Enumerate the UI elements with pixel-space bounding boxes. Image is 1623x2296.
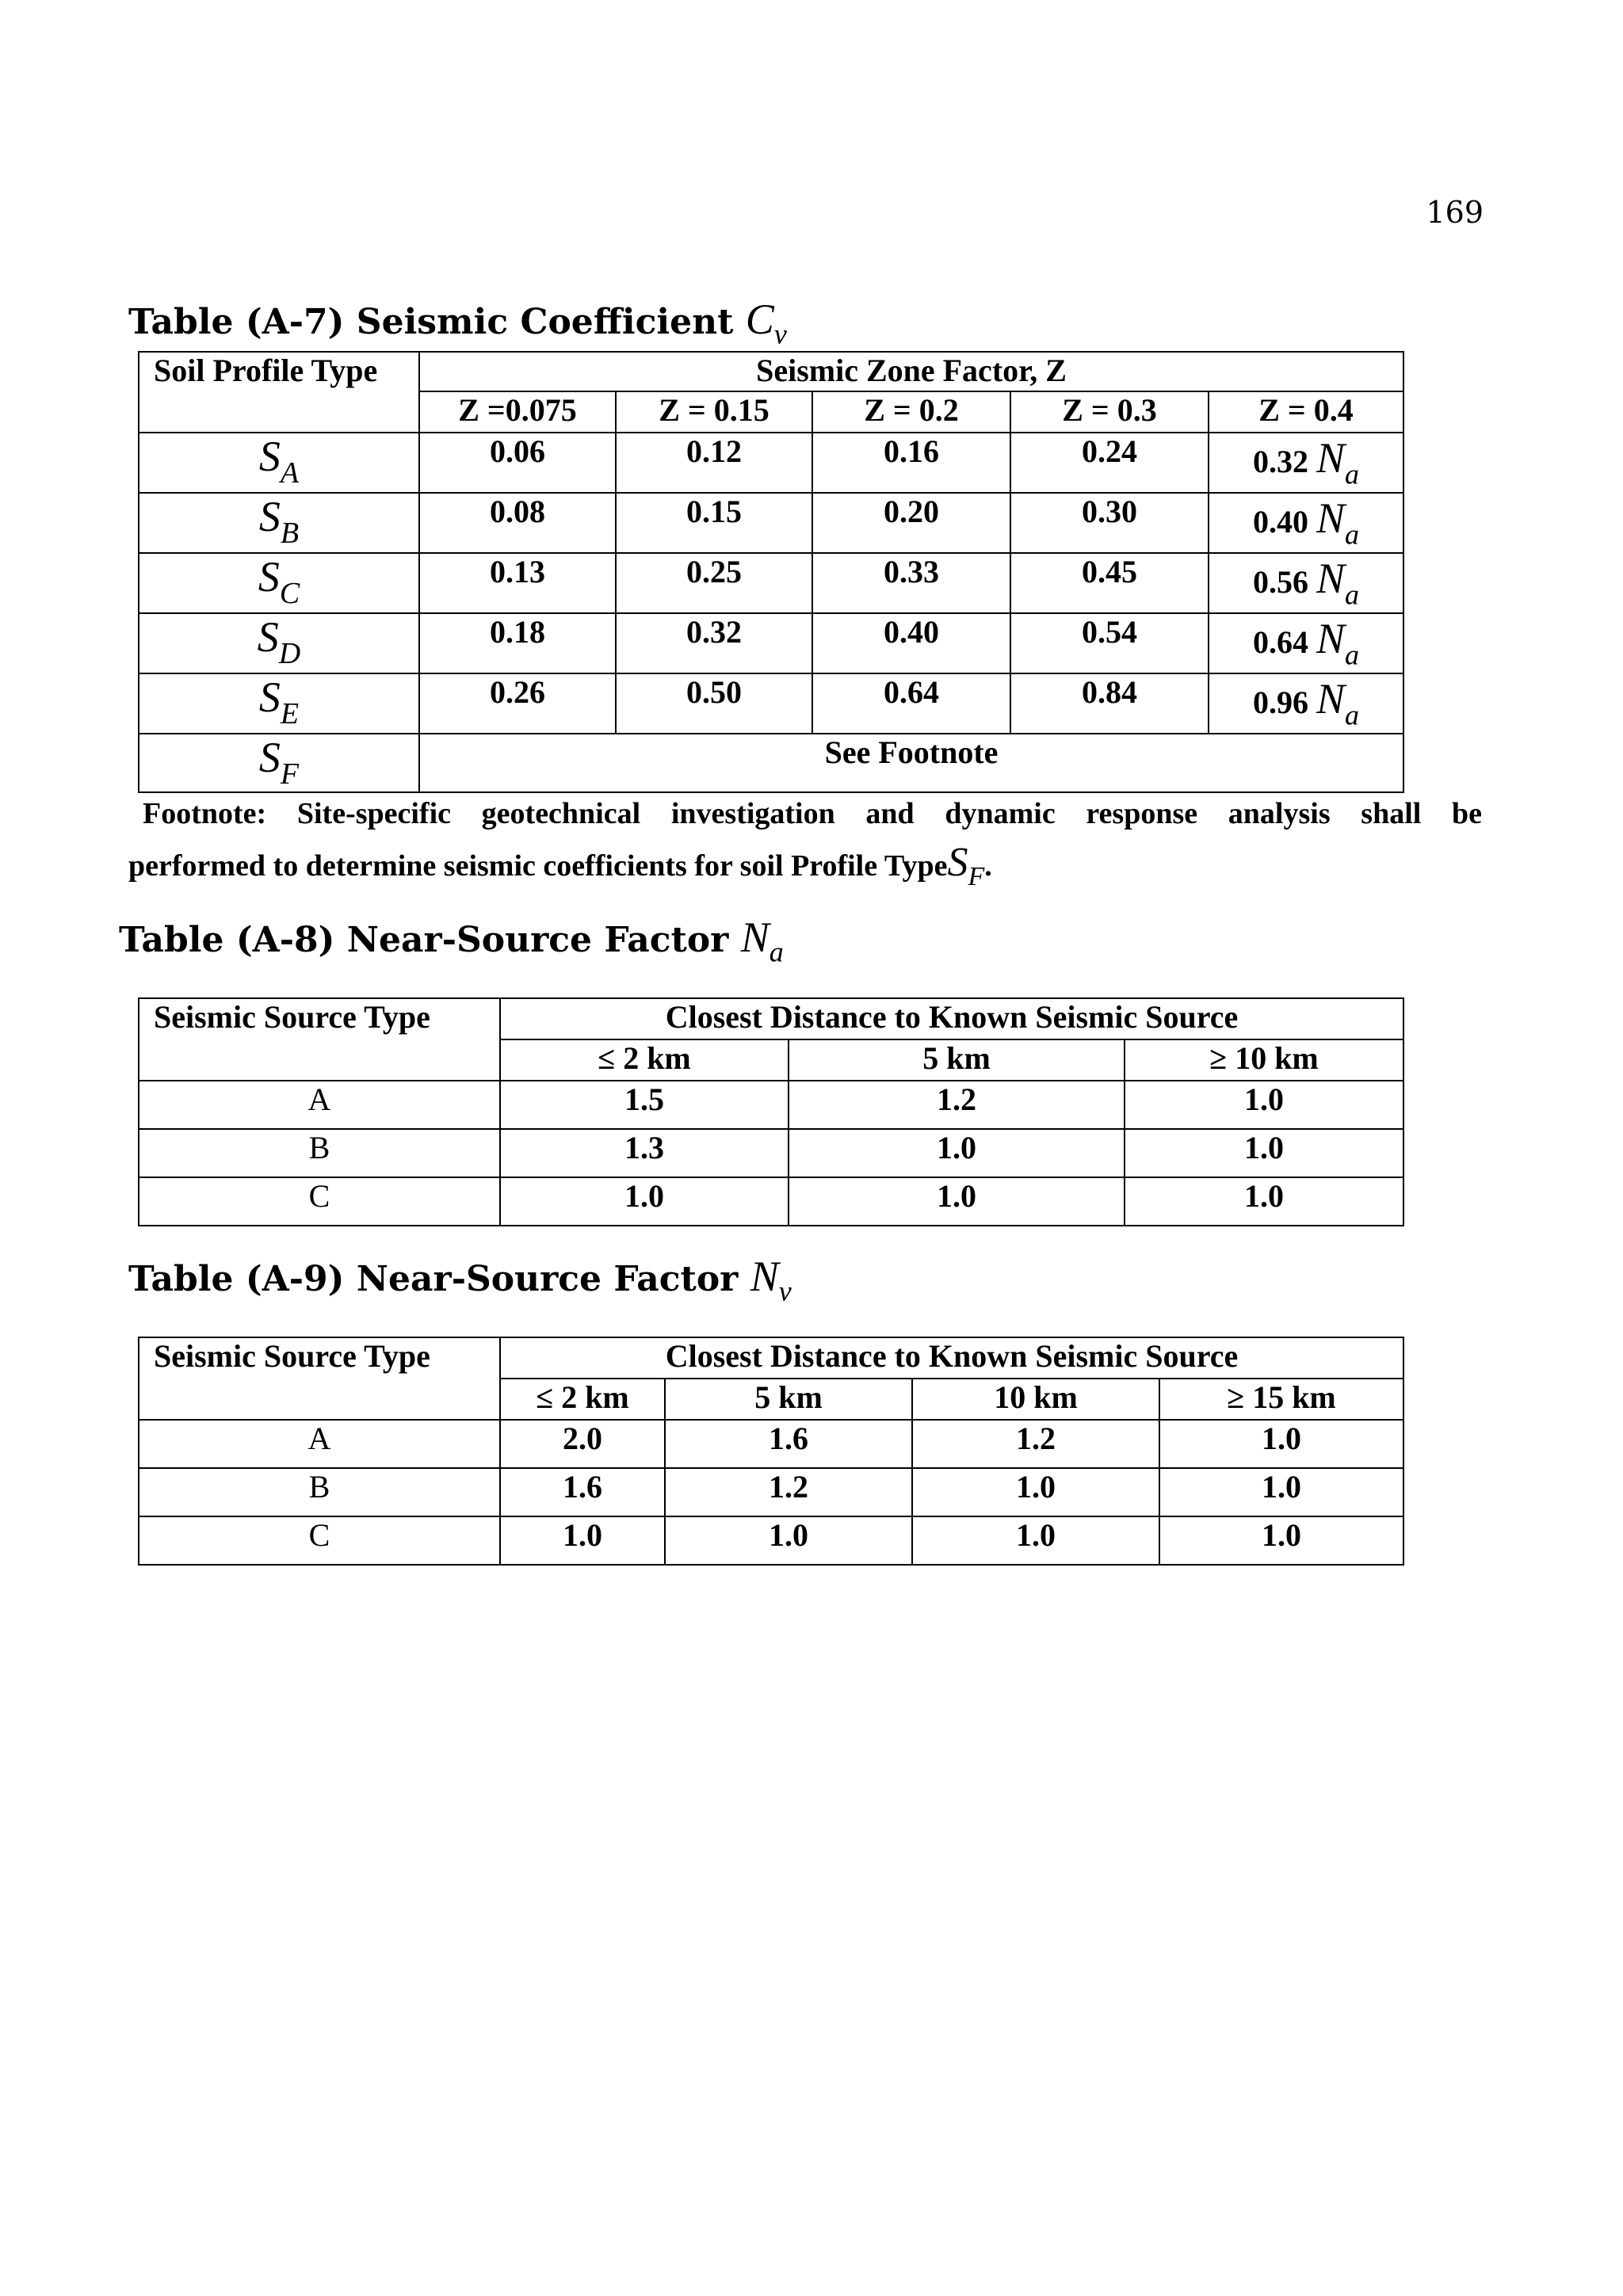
table-cell: 0.08 [419, 493, 616, 553]
table-cell: 0.18 [419, 613, 616, 673]
z-header: Z = 0.15 [616, 391, 812, 433]
col-header-seismic-source-type: Seismic Source Type [139, 998, 500, 1081]
table-cell: 1.0 [1125, 1177, 1403, 1226]
soil-type-label: $S_D$ [139, 613, 419, 673]
table-cell: 0.15 [616, 493, 812, 553]
table-cell: 1.3 [500, 1129, 789, 1177]
table-cell: 1.0 [1159, 1516, 1403, 1565]
table-a7-title-text: Table (A-7) Seismic Coefficient [128, 302, 734, 342]
table-cell: 1.0 [1159, 1468, 1403, 1516]
table-cell: 1.0 [789, 1129, 1125, 1177]
source-type-label: B [139, 1468, 500, 1516]
table-row [139, 1468, 1403, 1516]
table-cell-na: 0.32 $N_a$ [1209, 433, 1403, 493]
table-cell: 1.5 [500, 1081, 789, 1129]
distance-header: ≤ 2 km [500, 1039, 789, 1081]
table-row [139, 734, 1403, 792]
page-number: 169 [1426, 195, 1484, 230]
table-cell-na: 0.56 $N_a$ [1209, 553, 1403, 613]
table-row [139, 673, 1403, 734]
soil-type-label: $S_F$ [139, 734, 419, 792]
col-header-soil-profile-type: Soil Profile Type [139, 352, 419, 433]
table-cell: 0.64 [812, 673, 1010, 734]
source-type-label: C [139, 1516, 500, 1565]
table-a8-title-text: Table (A-8) Near-Source Factor [119, 920, 729, 960]
group-header-closest-distance: Closest Distance to Known Seismic Source [500, 1337, 1403, 1379]
source-type-label: A [139, 1081, 500, 1129]
table-cell: 1.2 [912, 1420, 1159, 1468]
distance-header: 5 km [665, 1379, 912, 1420]
soil-type-label: $S_C$ [139, 553, 419, 613]
group-header-closest-distance: Closest Distance to Known Seismic Source [500, 998, 1403, 1039]
distance-header: 5 km [789, 1039, 1125, 1081]
source-type-label: A [139, 1420, 500, 1468]
table-cell: 1.0 [1125, 1129, 1403, 1177]
table-cell: 1.0 [912, 1468, 1159, 1516]
table-cell: 0.20 [812, 493, 1010, 553]
table-a7-title [128, 295, 787, 351]
table-cell: 0.84 [1010, 673, 1209, 734]
table-row [139, 493, 1403, 553]
z-header: Z =0.075 [419, 391, 616, 433]
table-row [139, 613, 1403, 673]
table-cell: 0.54 [1010, 613, 1209, 673]
see-footnote-cell: See Footnote [419, 734, 1403, 792]
table-a8 [138, 997, 1404, 1226]
z-header: Z = 0.4 [1209, 391, 1403, 433]
table-cell: 0.33 [812, 553, 1010, 613]
table-row [139, 1516, 1403, 1565]
distance-header: ≤ 2 km [500, 1379, 665, 1420]
table-cell: 1.6 [500, 1468, 665, 1516]
table-row [139, 1177, 1403, 1226]
table-a9-title [128, 1252, 792, 1308]
table-cell: 0.25 [616, 553, 812, 613]
table-cell: 0.26 [419, 673, 616, 734]
soil-type-label: $S_B$ [139, 493, 419, 553]
footnote-end: . [984, 849, 992, 883]
source-type-label: B [139, 1129, 500, 1177]
table-cell-na: 0.64 $N_a$ [1209, 613, 1403, 673]
distance-header: 10 km [912, 1379, 1159, 1420]
table-a9-symbol: $N_v$ [750, 1253, 792, 1307]
table-cell: 1.0 [789, 1177, 1125, 1226]
table-cell: 0.16 [812, 433, 1010, 493]
col-header-seismic-source-type: Seismic Source Type [139, 1337, 500, 1420]
table-cell: 1.0 [500, 1516, 665, 1565]
table-cell: 0.40 [812, 613, 1010, 673]
table-row [139, 1081, 1403, 1129]
z-header: Z = 0.2 [812, 391, 1010, 433]
table-a7 [138, 351, 1404, 793]
soil-type-label: $S_E$ [139, 673, 419, 734]
soil-type-label: $S_A$ [139, 433, 419, 493]
source-type-label: C [139, 1177, 500, 1226]
table-cell: 1.0 [665, 1516, 912, 1565]
table-cell: 1.0 [1125, 1081, 1403, 1129]
table-cell: 0.32 [616, 613, 812, 673]
table-cell: 1.0 [500, 1177, 789, 1226]
table-row [139, 1420, 1403, 1468]
table-a9 [138, 1337, 1404, 1566]
table-row [139, 553, 1403, 613]
table-a9-title-text: Table (A-9) Near-Source Factor [128, 1259, 739, 1299]
table-cell: 1.2 [665, 1468, 912, 1516]
table-cell: 0.30 [1010, 493, 1209, 553]
table-a8-symbol: $N_a$ [740, 913, 784, 968]
table-cell: 0.50 [616, 673, 812, 734]
distance-header: ≥ 15 km [1159, 1379, 1403, 1420]
table-cell: 1.2 [789, 1081, 1125, 1129]
table-a8-title [119, 913, 784, 969]
table-cell-na: 0.40 $N_a$ [1209, 493, 1403, 553]
table-cell: 0.06 [419, 433, 616, 493]
table-a7-symbol: $C_v$ [745, 296, 787, 350]
table-row [139, 1129, 1403, 1177]
table-cell: 1.6 [665, 1420, 912, 1468]
table-cell: 0.24 [1010, 433, 1209, 493]
z-header: Z = 0.3 [1010, 391, 1209, 433]
footnote-line-2: performed to determine seismic coefficients for soil Profile Type [128, 849, 948, 883]
distance-header: ≥ 10 km [1125, 1039, 1403, 1081]
table-row [139, 433, 1403, 493]
group-header-seismic-zone-factor: Seismic Zone Factor, Z [419, 352, 1403, 391]
table-cell-na: 0.96 $N_a$ [1209, 673, 1403, 734]
table-cell: 2.0 [500, 1420, 665, 1468]
footnote-symbol: $S_F$ [947, 840, 985, 891]
table-cell: 0.12 [616, 433, 812, 493]
table-cell: 1.0 [1159, 1420, 1403, 1468]
footnote-line-1: Footnote: Site-specific geotechnical investigation and dynamic response analysis shall be [143, 797, 1482, 830]
table-cell: 1.0 [912, 1516, 1159, 1565]
table-cell: 0.45 [1010, 553, 1209, 613]
table-a7-footnote [128, 789, 1482, 902]
table-cell: 0.13 [419, 553, 616, 613]
